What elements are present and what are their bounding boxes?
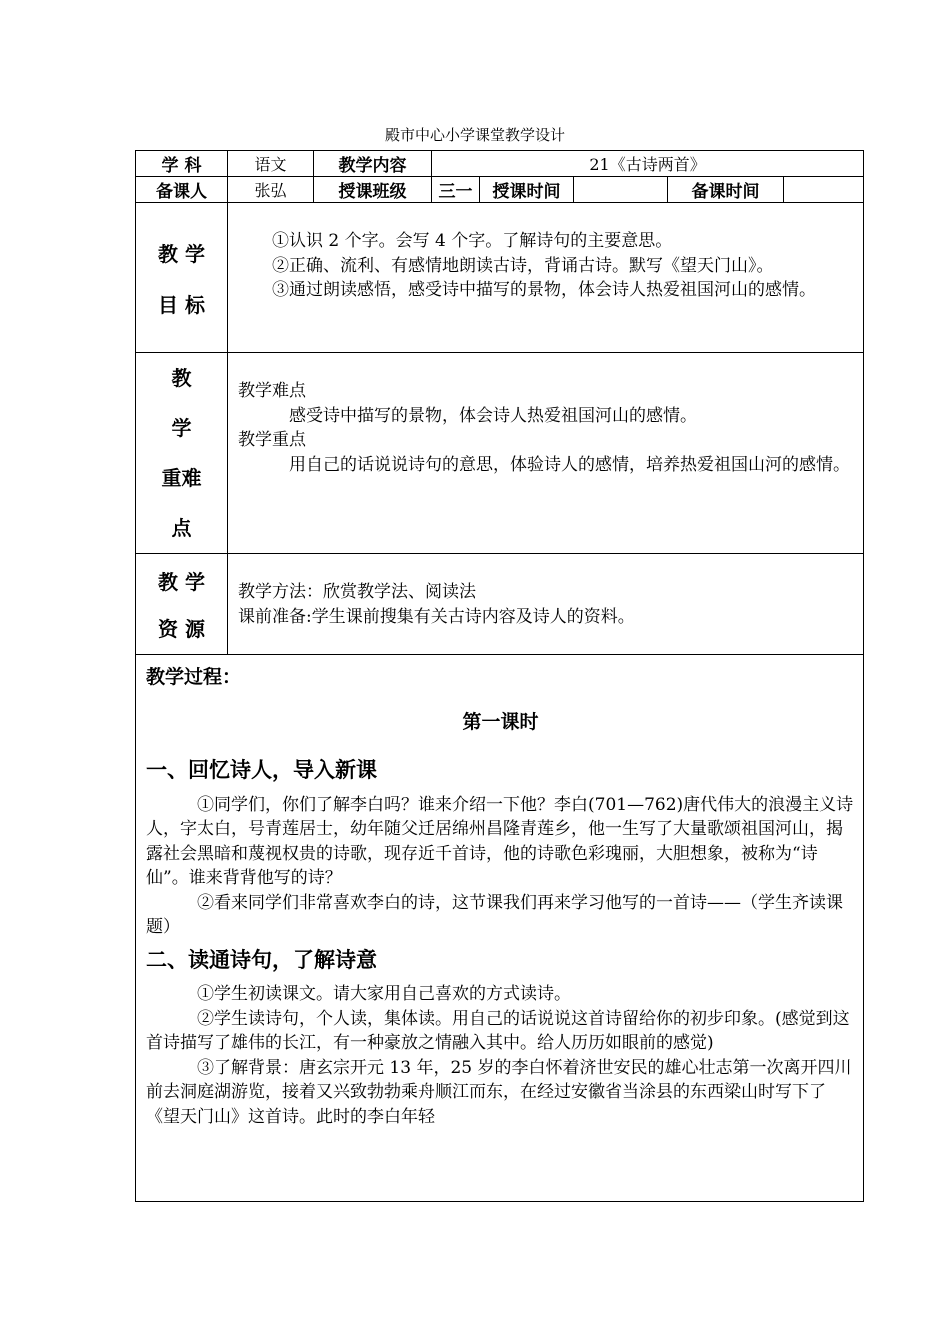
goal-item: ①认识 2 个字。会写 4 个字。了解诗句的主要意思。 — [272, 231, 673, 251]
header-row-2 — [136, 177, 864, 203]
teacher-label: 备课人 — [136, 177, 228, 203]
key-points-label: 教 — [171, 366, 192, 390]
section-2-paragraph: ①学生初读课文。请大家用自己喜欢的方式读诗。 — [197, 984, 571, 1004]
process-content — [136, 655, 864, 1202]
content-value: 21《古诗两首》 — [432, 151, 864, 177]
focus-text: 用自己的话说说诗句的意思，体验诗人的感情，培养热爱祖国山河的感情。 — [289, 454, 850, 475]
section-1-paragraph: ②看来同学们非常喜欢李白的诗，这节课我们再来学习他写的一首诗——（学生齐读课题） — [146, 892, 843, 937]
goals-label-1: 教 学 — [158, 241, 205, 266]
key-points-label: 学 — [171, 416, 192, 440]
resources-content — [228, 554, 864, 655]
class-label: 授课班级 — [314, 177, 432, 203]
goals-row — [136, 203, 864, 353]
section-1-title: 一、回忆诗人，导入新课 — [146, 757, 377, 782]
class-value: 三一 — [432, 177, 480, 203]
key-points-label: 重难 — [161, 466, 202, 490]
time-label: 授课时间 — [480, 177, 574, 203]
goal-item: ③通过朗读感悟，感受诗中描写的景物，体会诗人热爱祖国河山的感情。 — [272, 280, 816, 300]
goal-item: ②正确、流利、有感情地朗读古诗，背诵古诗。默写《望天门山》。 — [272, 255, 774, 276]
key-points-label-cell — [136, 353, 228, 554]
resources-label-cell — [136, 554, 228, 655]
resources-label-1: 教 学 — [158, 570, 205, 594]
prep-value — [784, 177, 864, 203]
goals-label-2: 目 标 — [158, 292, 205, 317]
section-2-paragraph: ③了解背景：唐玄宗开元 13 年，25 岁的李白怀着济世安民的雄心壮志第一次离开四川前去洞庭湖游览，接着又兴致勃勃乘舟顺江而东，在经过安徽省当涂县的东西梁山时写下了《望天门山》这首诗。此时的李白年轻 — [146, 1057, 852, 1127]
section-2-paragraph: ②学生读诗句，个人读，集体读。用自己的话说说这首诗留给你的初步印象。(感觉到这首诗描写了雄伟的长江，有一种豪放之情融入其中。给人历历如眼前的感觉) — [146, 1008, 850, 1053]
key-points-content — [228, 353, 864, 554]
process-title: 教学过程： — [146, 666, 242, 688]
section-2-title: 二、读通诗句，了解诗意 — [146, 946, 377, 972]
prep-label: 备课时间 — [668, 177, 784, 203]
lesson-plan-table — [135, 150, 864, 1202]
focus-title: 教学重点 — [238, 430, 306, 450]
teacher-value: 张弘 — [228, 177, 314, 203]
time-value — [574, 177, 668, 203]
content-label: 教学内容 — [314, 151, 432, 177]
goals-content — [228, 203, 864, 353]
subject-label: 学 科 — [136, 151, 228, 177]
difficulty-text: 感受诗中描写的景物，体会诗人热爱祖国河山的感情。 — [289, 405, 697, 426]
difficulty-title: 教学难点 — [238, 381, 306, 401]
goals-label-cell — [136, 203, 228, 353]
resources-row — [136, 554, 864, 655]
key-points-label: 点 — [171, 516, 192, 540]
process-row — [136, 655, 864, 1202]
document-title: 殿市中心小学课堂教学设计 — [384, 126, 565, 144]
lesson-title: 第一课时 — [462, 710, 539, 733]
subject-value: 语文 — [228, 151, 314, 177]
teaching-method: 教学方法：欣赏教学法、阅读法 — [238, 582, 476, 602]
section-1-paragraph: ①同学们，你们了解李白吗？谁来介绍一下他？李白(701—762)唐代伟大的浪漫主义诗人，字太白，号青莲居士，幼年随父迁居绵州昌隆青莲乡，他一生写了大量歌颂祖国河山，揭露社会黑暗和蔑视权贵的诗歌，现存近千首诗，他的诗歌色彩瑰丽，大胆想象，被称为“诗仙”。谁来背背他写的诗？ — [146, 794, 854, 888]
key-points-row — [136, 353, 864, 554]
class-preparation: 课前准备:学生课前搜集有关古诗内容及诗人的资料。 — [238, 606, 635, 627]
header-row-1 — [136, 151, 864, 177]
resources-label-2: 资 源 — [158, 617, 205, 641]
